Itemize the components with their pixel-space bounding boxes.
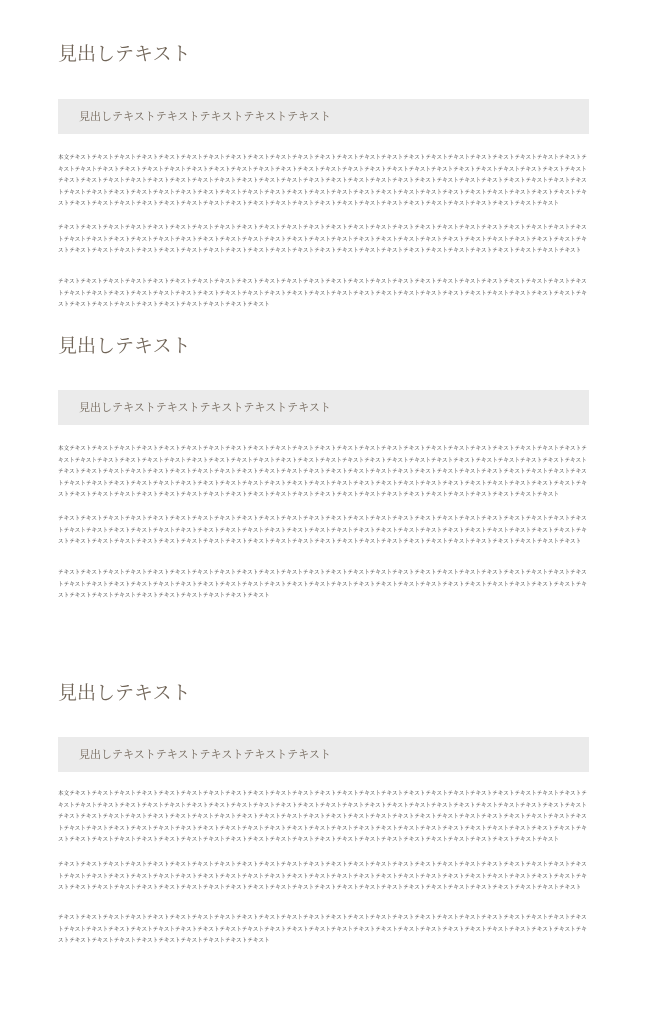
body-paragraph-3: テキストテキストテキストテキストテキストテキストテキストテキストテキストテキストテキストテキストテキストテキストテキストテキストテキストテキストテキストテキストテキストテキストテキストテキストテキストテキストテキストテキストテキストテキストテキストテキストテキストテキストテキストテキストテキストテキストテキストテキストテキストテキストテキストテキストテキストテキストテキストテキストテキストテキストテキストテキストテキストテキストテキストテキストテキスト xyxy=(58,279,587,308)
body-paragraph-2: テキストテキストテキストテキストテキストテキストテキストテキストテキストテキストテキストテキストテキストテキストテキストテキストテキストテキストテキストテキストテキストテキストテキストテキストテキストテキストテキストテキストテキストテキストテキストテキストテキストテキストテキストテキストテキストテキストテキストテキストテキストテキストテキストテキストテキストテキストテキストテキストテキストテキストテキストテキストテキストテキストテキストテキストテキストテキストテキストテキストテキストテキストテキストテキストテキストテキストテキストテキストテキストテキストテキスト xyxy=(58,862,587,891)
body-paragraph-3: テキストテキストテキストテキストテキストテキストテキストテキストテキストテキストテキストテキストテキストテキストテキストテキストテキストテキストテキストテキストテキストテキストテキストテキストテキストテキストテキストテキストテキストテキストテキストテキストテキストテキストテキストテキストテキストテキストテキストテキストテキストテキストテキストテキストテキストテキストテキストテキストテキストテキストテキストテキストテキストテキストテキストテキストテキスト xyxy=(58,915,587,944)
section-heading: 見出しテキスト xyxy=(58,682,191,704)
body-paragraph-1: 本文テキストテキストテキストテキストテキストテキストテキストテキストテキストテキストテキストテキストテキストテキストテキストテキストテキストテキストテキストテキストテキストテキストテキストテキストテキストテキストテキストテキストテキストテキストテキストテキストテキストテキストテキストテキストテキストテキストテキストテキストテキストテキストテキストテキストテキストテキストテキストテキストテキストテキストテキストテキストテキストテキストテキストテキストテキストテキストテキストテキストテキストテキストテキストテキストテキストテキストテキストテキストテキストテキストテキストテキストテキストテキストテキストテキストテキストテキストテキストテキストテキストテキストテキストテキストテキストテキストテキストテキストテキストテキストテキストテキストテキストテキストテキストテキストテキストテキストテキストテキストテキストテキストテキストテキストテキストテキストテキストテキストテキストテキストテキストテキストテキストテキストテキストテキストテキスト xyxy=(58,791,587,843)
section-subheading: 見出しテキストテキストテキストテキストテキスト xyxy=(79,110,331,123)
subheading-box xyxy=(58,737,589,772)
body-paragraph-3: テキストテキストテキストテキストテキストテキストテキストテキストテキストテキストテキストテキストテキストテキストテキストテキストテキストテキストテキストテキストテキストテキストテキストテキストテキストテキストテキストテキストテキストテキストテキストテキストテキストテキストテキストテキストテキストテキストテキストテキストテキストテキストテキストテキストテキストテキストテキストテキストテキストテキストテキストテキストテキストテキストテキストテキストテキスト xyxy=(58,570,587,599)
body-paragraph-1: 本文テキストテキストテキストテキストテキストテキストテキストテキストテキストテキストテキストテキストテキストテキストテキストテキストテキストテキストテキストテキストテキストテキストテキストテキストテキストテキストテキストテキストテキストテキストテキストテキストテキストテキストテキストテキストテキストテキストテキストテキストテキストテキストテキストテキストテキストテキストテキストテキストテキストテキストテキストテキストテキストテキストテキストテキストテキストテキストテキストテキストテキストテキストテキストテキストテキストテキストテキストテキストテキストテキストテキストテキストテキストテキストテキストテキストテキストテキストテキストテキストテキストテキストテキストテキストテキストテキストテキストテキストテキストテキストテキストテキストテキストテキストテキストテキストテキストテキストテキストテキストテキストテキストテキストテキストテキストテキストテキストテキストテキストテキストテキストテキストテキストテキストテキストテキストテキスト xyxy=(58,155,587,207)
body-paragraph-1: 本文テキストテキストテキストテキストテキストテキストテキストテキストテキストテキストテキストテキストテキストテキストテキストテキストテキストテキストテキストテキストテキストテキストテキストテキストテキストテキストテキストテキストテキストテキストテキストテキストテキストテキストテキストテキストテキストテキストテキストテキストテキストテキストテキストテキストテキストテキストテキストテキストテキストテキストテキストテキストテキストテキストテキストテキストテキストテキストテキストテキストテキストテキストテキストテキストテキストテキストテキストテキストテキストテキストテキストテキストテキストテキストテキストテキストテキストテキストテキストテキストテキストテキストテキストテキストテキストテキストテキストテキストテキストテキストテキストテキストテキストテキストテキストテキストテキストテキストテキストテキストテキストテキストテキストテキストテキストテキストテキストテキストテキストテキストテキストテキストテキストテキストテキストテキストテキスト xyxy=(58,446,587,498)
section-subheading: 見出しテキストテキストテキストテキストテキスト xyxy=(79,748,331,761)
body-paragraph-2: テキストテキストテキストテキストテキストテキストテキストテキストテキストテキストテキストテキストテキストテキストテキストテキストテキストテキストテキストテキストテキストテキストテキストテキストテキストテキストテキストテキストテキストテキストテキストテキストテキストテキストテキストテキストテキストテキストテキストテキストテキストテキストテキストテキストテキストテキストテキストテキストテキストテキストテキストテキストテキストテキストテキストテキストテキストテキストテキストテキストテキストテキストテキストテキストテキストテキストテキストテキストテキストテキストテキスト xyxy=(58,516,587,545)
section-heading: 見出しテキスト xyxy=(58,43,191,65)
subheading-box xyxy=(58,99,589,134)
section-subheading: 見出しテキストテキストテキストテキストテキスト xyxy=(79,401,331,414)
subheading-box xyxy=(58,390,589,425)
body-paragraph-2: テキストテキストテキストテキストテキストテキストテキストテキストテキストテキストテキストテキストテキストテキストテキストテキストテキストテキストテキストテキストテキストテキストテキストテキストテキストテキストテキストテキストテキストテキストテキストテキストテキストテキストテキストテキストテキストテキストテキストテキストテキストテキストテキストテキストテキストテキストテキストテキストテキストテキストテキストテキストテキストテキストテキストテキストテキストテキストテキストテキストテキストテキストテキストテキストテキストテキストテキストテキストテキストテキストテキスト xyxy=(58,225,587,254)
section-heading: 見出しテキスト xyxy=(58,335,191,357)
